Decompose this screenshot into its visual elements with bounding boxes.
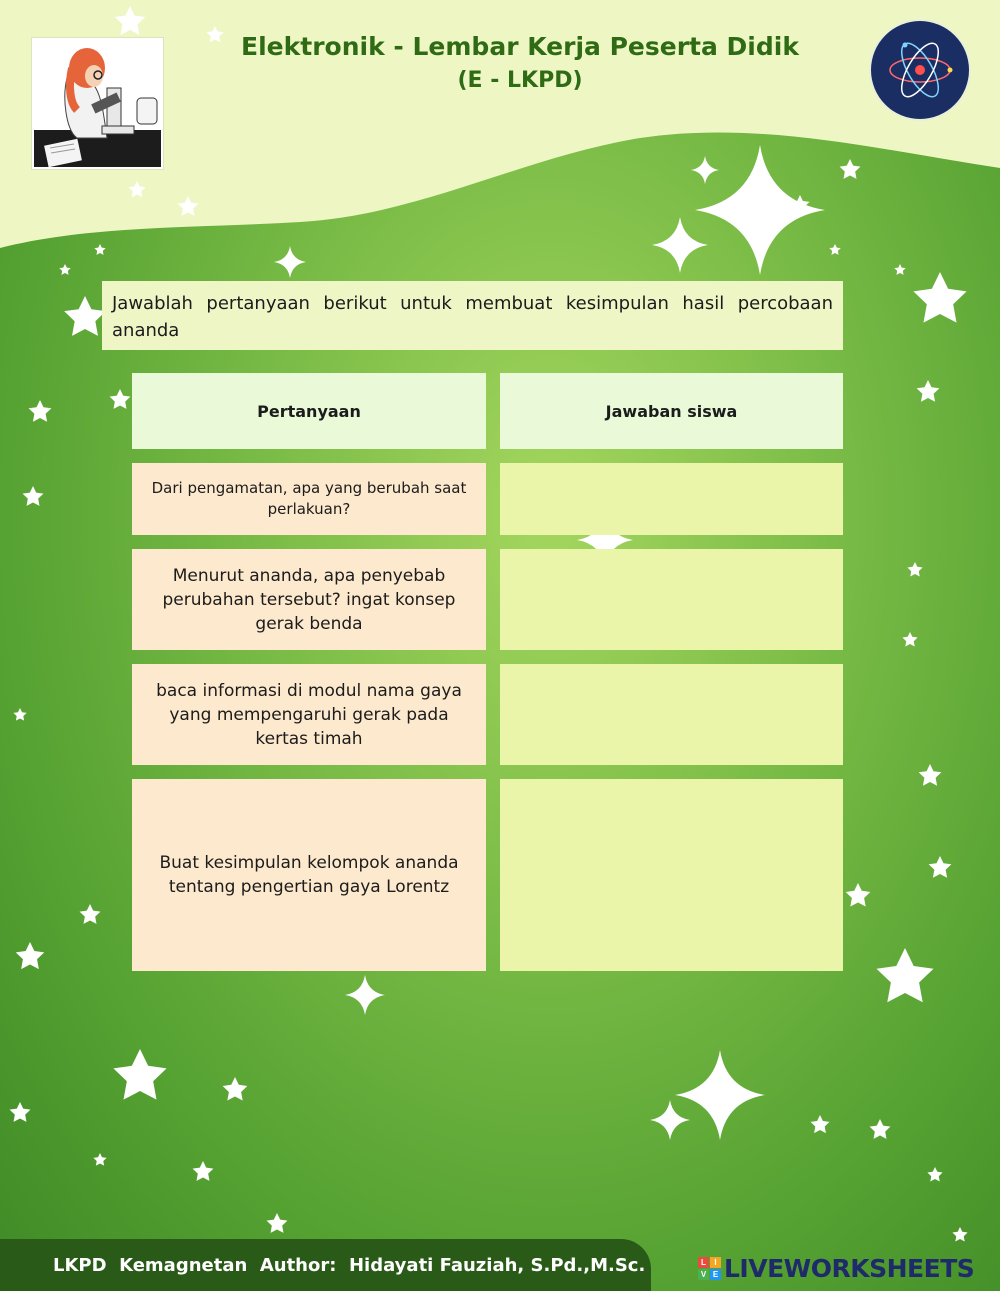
instruction-text: Jawablah pertanyaan berikut untuk membuat kesimpulan hasil percobaan ananda [102,281,843,350]
liveworksheets-mark-icon: L I V E [698,1257,721,1280]
liveworksheets-logo[interactable] [698,1254,974,1283]
footer-author-text: LKPD Kemagnetan Author: Hidayati Fauziah, S.Pd.,M.Sc. [53,1255,646,1276]
answer-4-input[interactable] [500,779,843,971]
question-4: Buat kesimpulan kelompok ananda tentang pengertian gaya Lorentz [132,779,486,971]
header-pertanyaan: Pertanyaan [132,373,486,449]
answer-2-input[interactable] [500,549,843,650]
answer-1-input[interactable] [500,463,843,535]
page-title: Elektronik - Lembar Kerja Peserta Didik [241,32,799,61]
page-subtitle: (E - LKPD) [457,68,583,93]
atom-badge-icon [871,21,969,119]
question-3: baca informasi di modul nama gaya yang mempengaruhi gerak pada kertas timah [132,664,486,765]
liveworksheets-brand: LIVEWORKSHEETS [724,1254,975,1283]
question-2: Menurut ananda, apa penyebab perubahan tersebut? ingat konsep gerak benda [132,549,486,650]
question-1: Dari pengamatan, apa yang berubah saat perlakuan? [132,463,486,535]
header-jawaban-siswa: Jawaban siswa [500,373,843,449]
answer-3-input[interactable] [500,664,843,765]
scientist-illustration [32,38,163,169]
